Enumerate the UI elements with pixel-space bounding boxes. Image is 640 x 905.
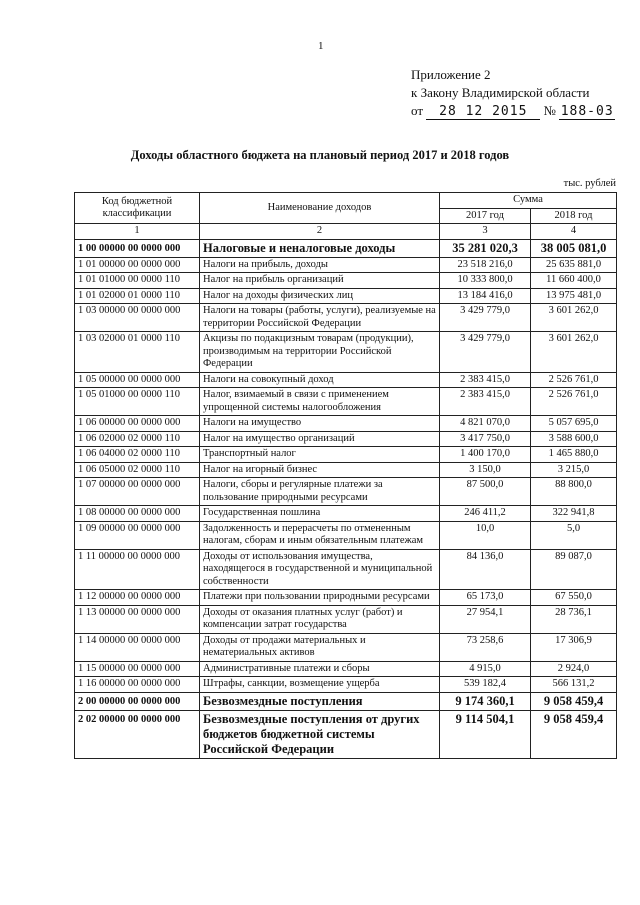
header-2017: 2017 год (440, 208, 531, 224)
row-value-2017: 3 429 779,0 (440, 332, 531, 373)
header-code: Код бюджетной классификации (75, 193, 200, 224)
row-value-2017: 3 417 750,0 (440, 431, 531, 447)
row-name: Налоги, сборы и регулярные платежи за пользование природными ресурсами (200, 478, 440, 506)
table-row (75, 692, 617, 710)
row-name: Безвозмездные поступления (200, 692, 440, 710)
row-value-2018: 2 924,0 (531, 661, 617, 677)
table-row (75, 605, 617, 633)
table-row (75, 677, 617, 693)
handwritten-date: 28 12 2015 (426, 105, 540, 120)
row-value-2018: 5 057 695,0 (531, 416, 617, 432)
header-name: Наименование доходов (200, 193, 440, 224)
from-label: от (411, 103, 424, 118)
row-code: 1 00 00000 00 0000 000 (75, 239, 200, 257)
row-value-2018: 1 465 880,0 (531, 447, 617, 463)
row-code: 1 06 02000 02 0000 110 (75, 431, 200, 447)
row-name: Налог на доходы физических лиц (200, 288, 440, 304)
row-name: Налоги на совокупный доход (200, 372, 440, 388)
row-value-2018: 38 005 081,0 (531, 239, 617, 257)
row-value-2017: 73 258,6 (440, 633, 531, 661)
row-value-2017: 2 383 415,0 (440, 372, 531, 388)
row-value-2017: 3 429 779,0 (440, 304, 531, 332)
table-row (75, 288, 617, 304)
row-code: 1 16 00000 00 0000 000 (75, 677, 200, 693)
page-number: 1 (318, 40, 324, 52)
row-value-2018: 67 550,0 (531, 590, 617, 606)
row-code: 1 03 02000 01 0000 110 (75, 332, 200, 373)
row-code: 1 03 00000 00 0000 000 (75, 304, 200, 332)
row-value-2017: 4 915,0 (440, 661, 531, 677)
row-value-2018: 322 941,8 (531, 506, 617, 522)
row-value-2018: 3 601 262,0 (531, 332, 617, 373)
row-value-2018: 28 736,1 (531, 605, 617, 633)
row-value-2018: 11 660 400,0 (531, 273, 617, 289)
table-row (75, 416, 617, 432)
table-row (75, 273, 617, 289)
number-label: № (543, 103, 556, 118)
table-row (75, 388, 617, 416)
row-code: 1 01 00000 00 0000 000 (75, 257, 200, 273)
row-code: 1 13 00000 00 0000 000 (75, 605, 200, 633)
row-code: 2 02 00000 00 0000 000 (75, 710, 200, 758)
row-value-2017: 23 518 216,0 (440, 257, 531, 273)
table-row (75, 332, 617, 373)
row-value-2018: 2 526 761,0 (531, 372, 617, 388)
table-row (75, 447, 617, 463)
row-code: 1 15 00000 00 0000 000 (75, 661, 200, 677)
table-row (75, 549, 617, 590)
table-row (75, 462, 617, 478)
row-code: 1 06 00000 00 0000 000 (75, 416, 200, 432)
row-value-2018: 566 131,2 (531, 677, 617, 693)
document-title: Доходы областного бюджета на плановый период 2017 и 2018 годов (130, 148, 510, 162)
table-row (75, 304, 617, 332)
row-name: Налоги на товары (работы, услуги), реализуемые на территории Российской Федерации (200, 304, 440, 332)
table-row (75, 661, 617, 677)
row-name: Государственная пошлина (200, 506, 440, 522)
table-row (75, 710, 617, 758)
row-value-2018: 89 087,0 (531, 549, 617, 590)
row-name: Налог на игорный бизнес (200, 462, 440, 478)
row-value-2017: 84 136,0 (440, 549, 531, 590)
table-row (75, 431, 617, 447)
row-name: Налог на имущество организаций (200, 431, 440, 447)
row-code: 1 09 00000 00 0000 000 (75, 521, 200, 549)
row-name: Транспортный налог (200, 447, 440, 463)
row-name: Безвозмездные поступления от других бюджетов бюджетной системы Российской Федерации (200, 710, 440, 758)
column-number-row (75, 224, 617, 240)
row-value-2018: 9 058 459,4 (531, 710, 617, 758)
row-name: Административные платежи и сборы (200, 661, 440, 677)
row-value-2018: 3 215,0 (531, 462, 617, 478)
row-value-2018: 3 601 262,0 (531, 304, 617, 332)
row-code: 1 14 00000 00 0000 000 (75, 633, 200, 661)
table-row (75, 478, 617, 506)
header-row (75, 193, 617, 209)
col-number: 4 (531, 224, 617, 240)
header-2018: 2018 год (531, 208, 617, 224)
row-value-2017: 9 174 360,1 (440, 692, 531, 710)
table-row (75, 506, 617, 522)
row-value-2017: 10,0 (440, 521, 531, 549)
row-value-2017: 4 821 070,0 (440, 416, 531, 432)
row-value-2018: 2 526 761,0 (531, 388, 617, 416)
revenue-table (74, 192, 617, 759)
row-value-2018: 13 975 481,0 (531, 288, 617, 304)
row-name: Налоговые и неналоговые доходы (200, 239, 440, 257)
row-code: 1 05 01000 00 0000 110 (75, 388, 200, 416)
handwritten-number: 188-03 (560, 104, 614, 119)
row-value-2018: 5,0 (531, 521, 617, 549)
row-name: Доходы от использования имущества, находящегося в государственной и муниципальной собственности (200, 549, 440, 590)
row-code: 2 00 00000 00 0000 000 (75, 692, 200, 710)
row-code: 1 07 00000 00 0000 000 (75, 478, 200, 506)
row-value-2017: 539 182,4 (440, 677, 531, 693)
row-value-2017: 246 411,2 (440, 506, 531, 522)
col-number: 2 (200, 224, 440, 240)
row-code: 1 06 05000 02 0000 110 (75, 462, 200, 478)
row-code: 1 12 00000 00 0000 000 (75, 590, 200, 606)
row-name: Налоги на прибыль, доходы (200, 257, 440, 273)
row-code: 1 01 02000 01 0000 110 (75, 288, 200, 304)
appendix-block (411, 66, 615, 120)
row-name: Акцизы по подакцизным товарам (продукции), производимым на территории Российской Федерации (200, 332, 440, 373)
row-value-2017: 3 150,0 (440, 462, 531, 478)
row-value-2018: 25 635 881,0 (531, 257, 617, 273)
row-name: Налоги на имущество (200, 416, 440, 432)
row-value-2017: 65 173,0 (440, 590, 531, 606)
header-sum: Сумма (440, 193, 617, 209)
table-row (75, 590, 617, 606)
table-row (75, 521, 617, 549)
appendix-law: к Закону Владимирской области (411, 85, 590, 100)
row-name: Штрафы, санкции, возмещение ущерба (200, 677, 440, 693)
row-value-2018: 3 588 600,0 (531, 431, 617, 447)
row-code: 1 01 01000 00 0000 110 (75, 273, 200, 289)
row-value-2017: 35 281 020,3 (440, 239, 531, 257)
table-row (75, 372, 617, 388)
appendix-date-line (411, 102, 615, 120)
table-row (75, 257, 617, 273)
row-code: 1 05 00000 00 0000 000 (75, 372, 200, 388)
row-name: Доходы от оказания платных услуг (работ) и компенсации затрат государства (200, 605, 440, 633)
col-number: 1 (75, 224, 200, 240)
row-value-2017: 9 114 504,1 (440, 710, 531, 758)
units-label: тыс. рублей (563, 178, 616, 189)
table-body (75, 239, 617, 758)
row-value-2018: 88 800,0 (531, 478, 617, 506)
row-value-2017: 2 383 415,0 (440, 388, 531, 416)
table-row (75, 633, 617, 661)
row-name: Задолженность и перерасчеты по отмененным налогам, сборам и иным обязательным платежам (200, 521, 440, 549)
row-value-2017: 13 184 416,0 (440, 288, 531, 304)
row-code: 1 11 00000 00 0000 000 (75, 549, 200, 590)
row-name: Платежи при пользовании природными ресурсами (200, 590, 440, 606)
row-value-2017: 1 400 170,0 (440, 447, 531, 463)
row-code: 1 08 00000 00 0000 000 (75, 506, 200, 522)
row-name: Налог на прибыль организаций (200, 273, 440, 289)
row-value-2017: 87 500,0 (440, 478, 531, 506)
row-name: Налог, взимаемый в связи с применением упрощенной системы налогообложения (200, 388, 440, 416)
row-name: Доходы от продажи материальных и нематериальных активов (200, 633, 440, 661)
row-value-2017: 10 333 800,0 (440, 273, 531, 289)
table-row (75, 239, 617, 257)
row-value-2018: 9 058 459,4 (531, 692, 617, 710)
row-value-2017: 27 954,1 (440, 605, 531, 633)
row-code: 1 06 04000 02 0000 110 (75, 447, 200, 463)
col-number: 3 (440, 224, 531, 240)
appendix-title: Приложение 2 (411, 67, 491, 82)
row-value-2018: 17 306,9 (531, 633, 617, 661)
